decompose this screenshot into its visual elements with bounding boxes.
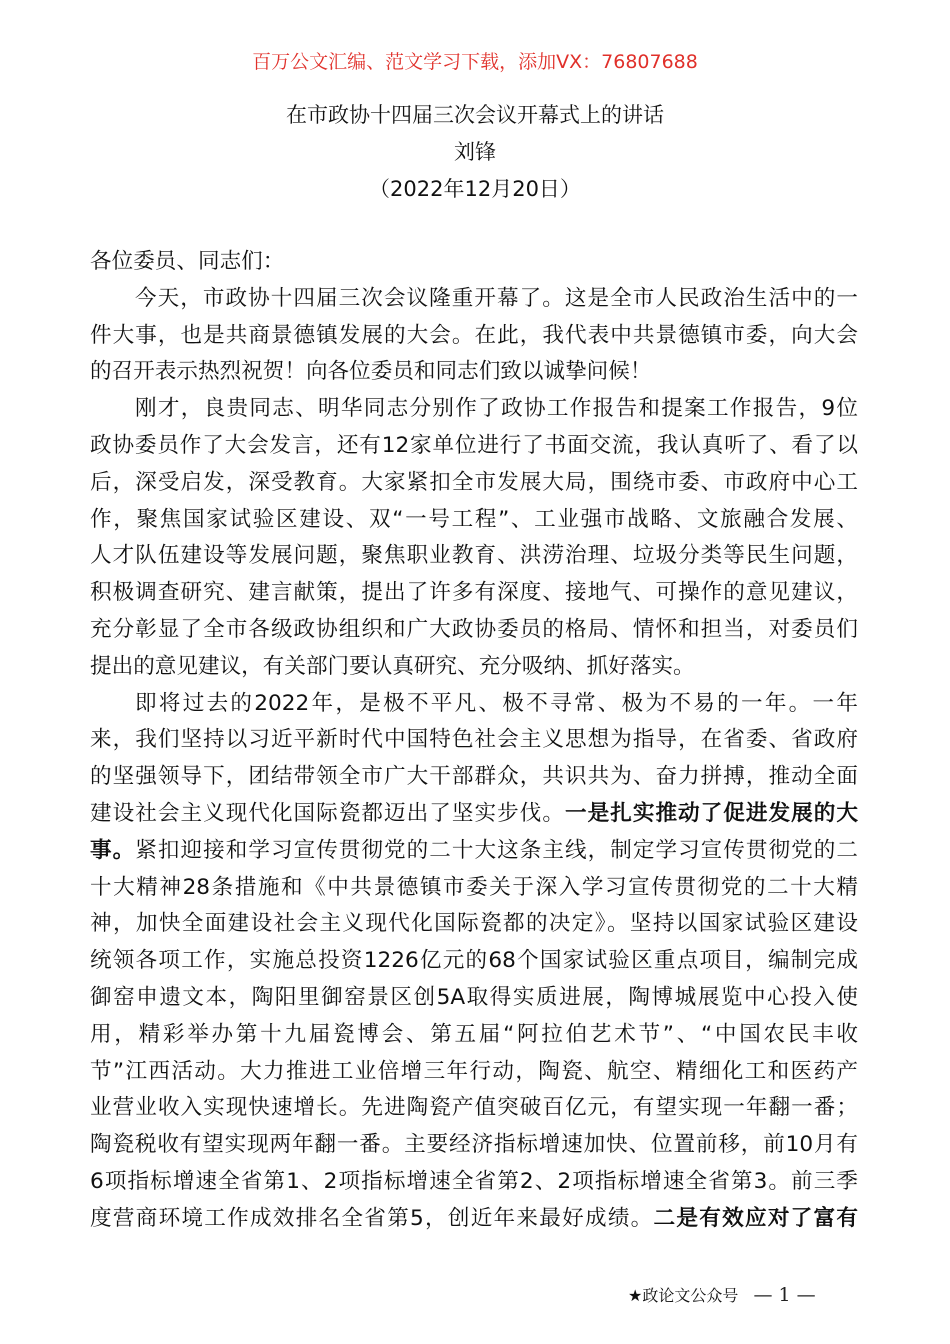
text-segment: 统领各项工作，实施总投资1226亿元的68个国家试验区重点项目，编制完成 [90, 948, 858, 974]
text-segment: 来，我们坚持以习近平新时代中国特色社会主义思想为指导，在省委、省政府 [90, 727, 858, 753]
text-segment: 业营业收入实现快速增长。先进陶瓷产值突破百亿元，有望实现一年翻一番； [90, 1095, 858, 1121]
text-segment: 御窑申遗文本，陶阳里御窑景区创5A取得实质进展，陶博城展览中心投入使 [90, 984, 858, 1010]
page-footer [628, 1283, 816, 1306]
text-line [90, 575, 858, 612]
text-segment: 后，深受启发，深受教育。大家紧扣全市发展大局，围绕市委、市政府中心工 [90, 469, 858, 495]
text-line [90, 1054, 858, 1091]
text-segment: 紧扣迎接和学习宣传贯彻党的二十大这条主线，制定学习宣传贯彻党的二 [135, 837, 858, 863]
header-watermark-banner: 百万公文汇编、范文学习下载，添加VX：76807688 [252, 51, 698, 73]
text-line [90, 1090, 858, 1127]
text-segment: 用，精彩举办第十九届瓷博会、第五届“阿拉伯艺术节”、“中国农民丰收 [90, 1021, 858, 1047]
text-line [90, 244, 858, 281]
text-line [90, 465, 858, 502]
text-line [90, 1201, 858, 1238]
bold-text: 二是有效应对了富有 [653, 1205, 858, 1231]
text-line [90, 870, 858, 907]
text-line [90, 649, 858, 686]
text-segment: 陶瓷税收有望实现两年翻一番。主要经济指标增速加快、位置前移，前10月有 [90, 1132, 858, 1158]
text-line [90, 686, 858, 723]
text-line [90, 538, 858, 575]
text-segment: 政协委员作了大会发言，还有12家单位进行了书面交流，我认真听了、看了以 [90, 432, 858, 458]
text-segment: 6项指标增速全省第1、2项指标增速全省第2、2项指标增速全省第3。前三季 [90, 1168, 858, 1194]
text-line [90, 722, 858, 759]
text-line [90, 796, 858, 833]
text-segment: 的召开表示热烈祝贺！向各位委员和同志们致以诚挚问候！ [90, 359, 652, 385]
text-line [90, 281, 858, 318]
footer-source: ★政论文公众号 [628, 1286, 739, 1305]
document-body [90, 244, 858, 1238]
text-segment: 人才队伍建设等发展问题，聚焦职业教育、洪涝治理、垃圾分类等民生问题， [90, 543, 858, 569]
text-line [90, 1017, 858, 1054]
text-line [90, 391, 858, 428]
bold-text: 事。 [90, 837, 136, 863]
text-segment: 十大精神28条措施和《中共景德镇市委关于深入学习宣传贯彻党的二十大精 [90, 874, 858, 900]
text-line [90, 428, 858, 465]
text-line [90, 612, 858, 649]
text-line [90, 980, 858, 1017]
text-line [90, 906, 858, 943]
text-segment: 作，聚焦国家试验区建设、双“一号工程”、工业强市战略、文旅融合发展、 [90, 506, 858, 532]
text-segment: 积极调查研究、建言献策，提出了许多有深度、接地气、可操作的意见建议， [90, 580, 858, 606]
text-segment: 各位委员、同志们： [90, 249, 285, 274]
text-segment: 今天，市政协十四届三次会议隆重开幕了。这是全市人民政治生活中的一 [135, 285, 858, 311]
text-segment: 神，加快全面建设社会主义现代化国际瓷都的决定》。坚持以国家试验区建设 [90, 911, 858, 937]
document-date: （2022年12月20日） [369, 177, 581, 201]
text-segment: 建设社会主义现代化国际瓷都迈出了坚实步伐。 [90, 800, 565, 826]
text-line [90, 318, 858, 355]
text-segment: 件大事，也是共商景德镇发展的大会。在此，我代表中共景德镇市委，向大会 [90, 322, 858, 348]
text-line [90, 354, 858, 391]
text-segment: 度营商环境工作成效排名全省第5，创近年来最好成绩。 [90, 1205, 654, 1231]
text-line [90, 1164, 858, 1201]
text-segment: 节”江西活动。大力推进工业倍增三年行动，陶瓷、航空、精细化工和医药产 [90, 1058, 858, 1084]
page-number: — 1 — [753, 1284, 816, 1306]
text-segment: 提出的意见建议，有关部门要认真研究、充分吸纳、抓好落实。 [90, 653, 695, 679]
document-title: 在市政协十四届三次会议开幕式上的讲话 [286, 103, 664, 127]
document-author: 刘锋 [454, 140, 496, 164]
text-line [90, 759, 858, 796]
text-line [90, 943, 858, 980]
text-line [90, 1127, 858, 1164]
bold-text: 一是扎实推动了促进发展的大 [564, 800, 858, 826]
text-segment: 的坚强领导下，团结带领全市广大干部群众，共识共为、奋力拼搏，推动全面 [90, 764, 858, 790]
text-segment: 即将过去的2022年，是极不平凡、极不寻常、极为不易的一年。一年 [135, 690, 858, 716]
text-segment: 刚才，良贵同志、明华同志分别作了政协工作报告和提案工作报告，9位 [135, 396, 858, 422]
text-line [90, 502, 858, 539]
text-line [90, 833, 858, 870]
text-segment: 充分彰显了全市各级政协组织和广大政协委员的格局、情怀和担当，对委员们 [90, 616, 858, 642]
